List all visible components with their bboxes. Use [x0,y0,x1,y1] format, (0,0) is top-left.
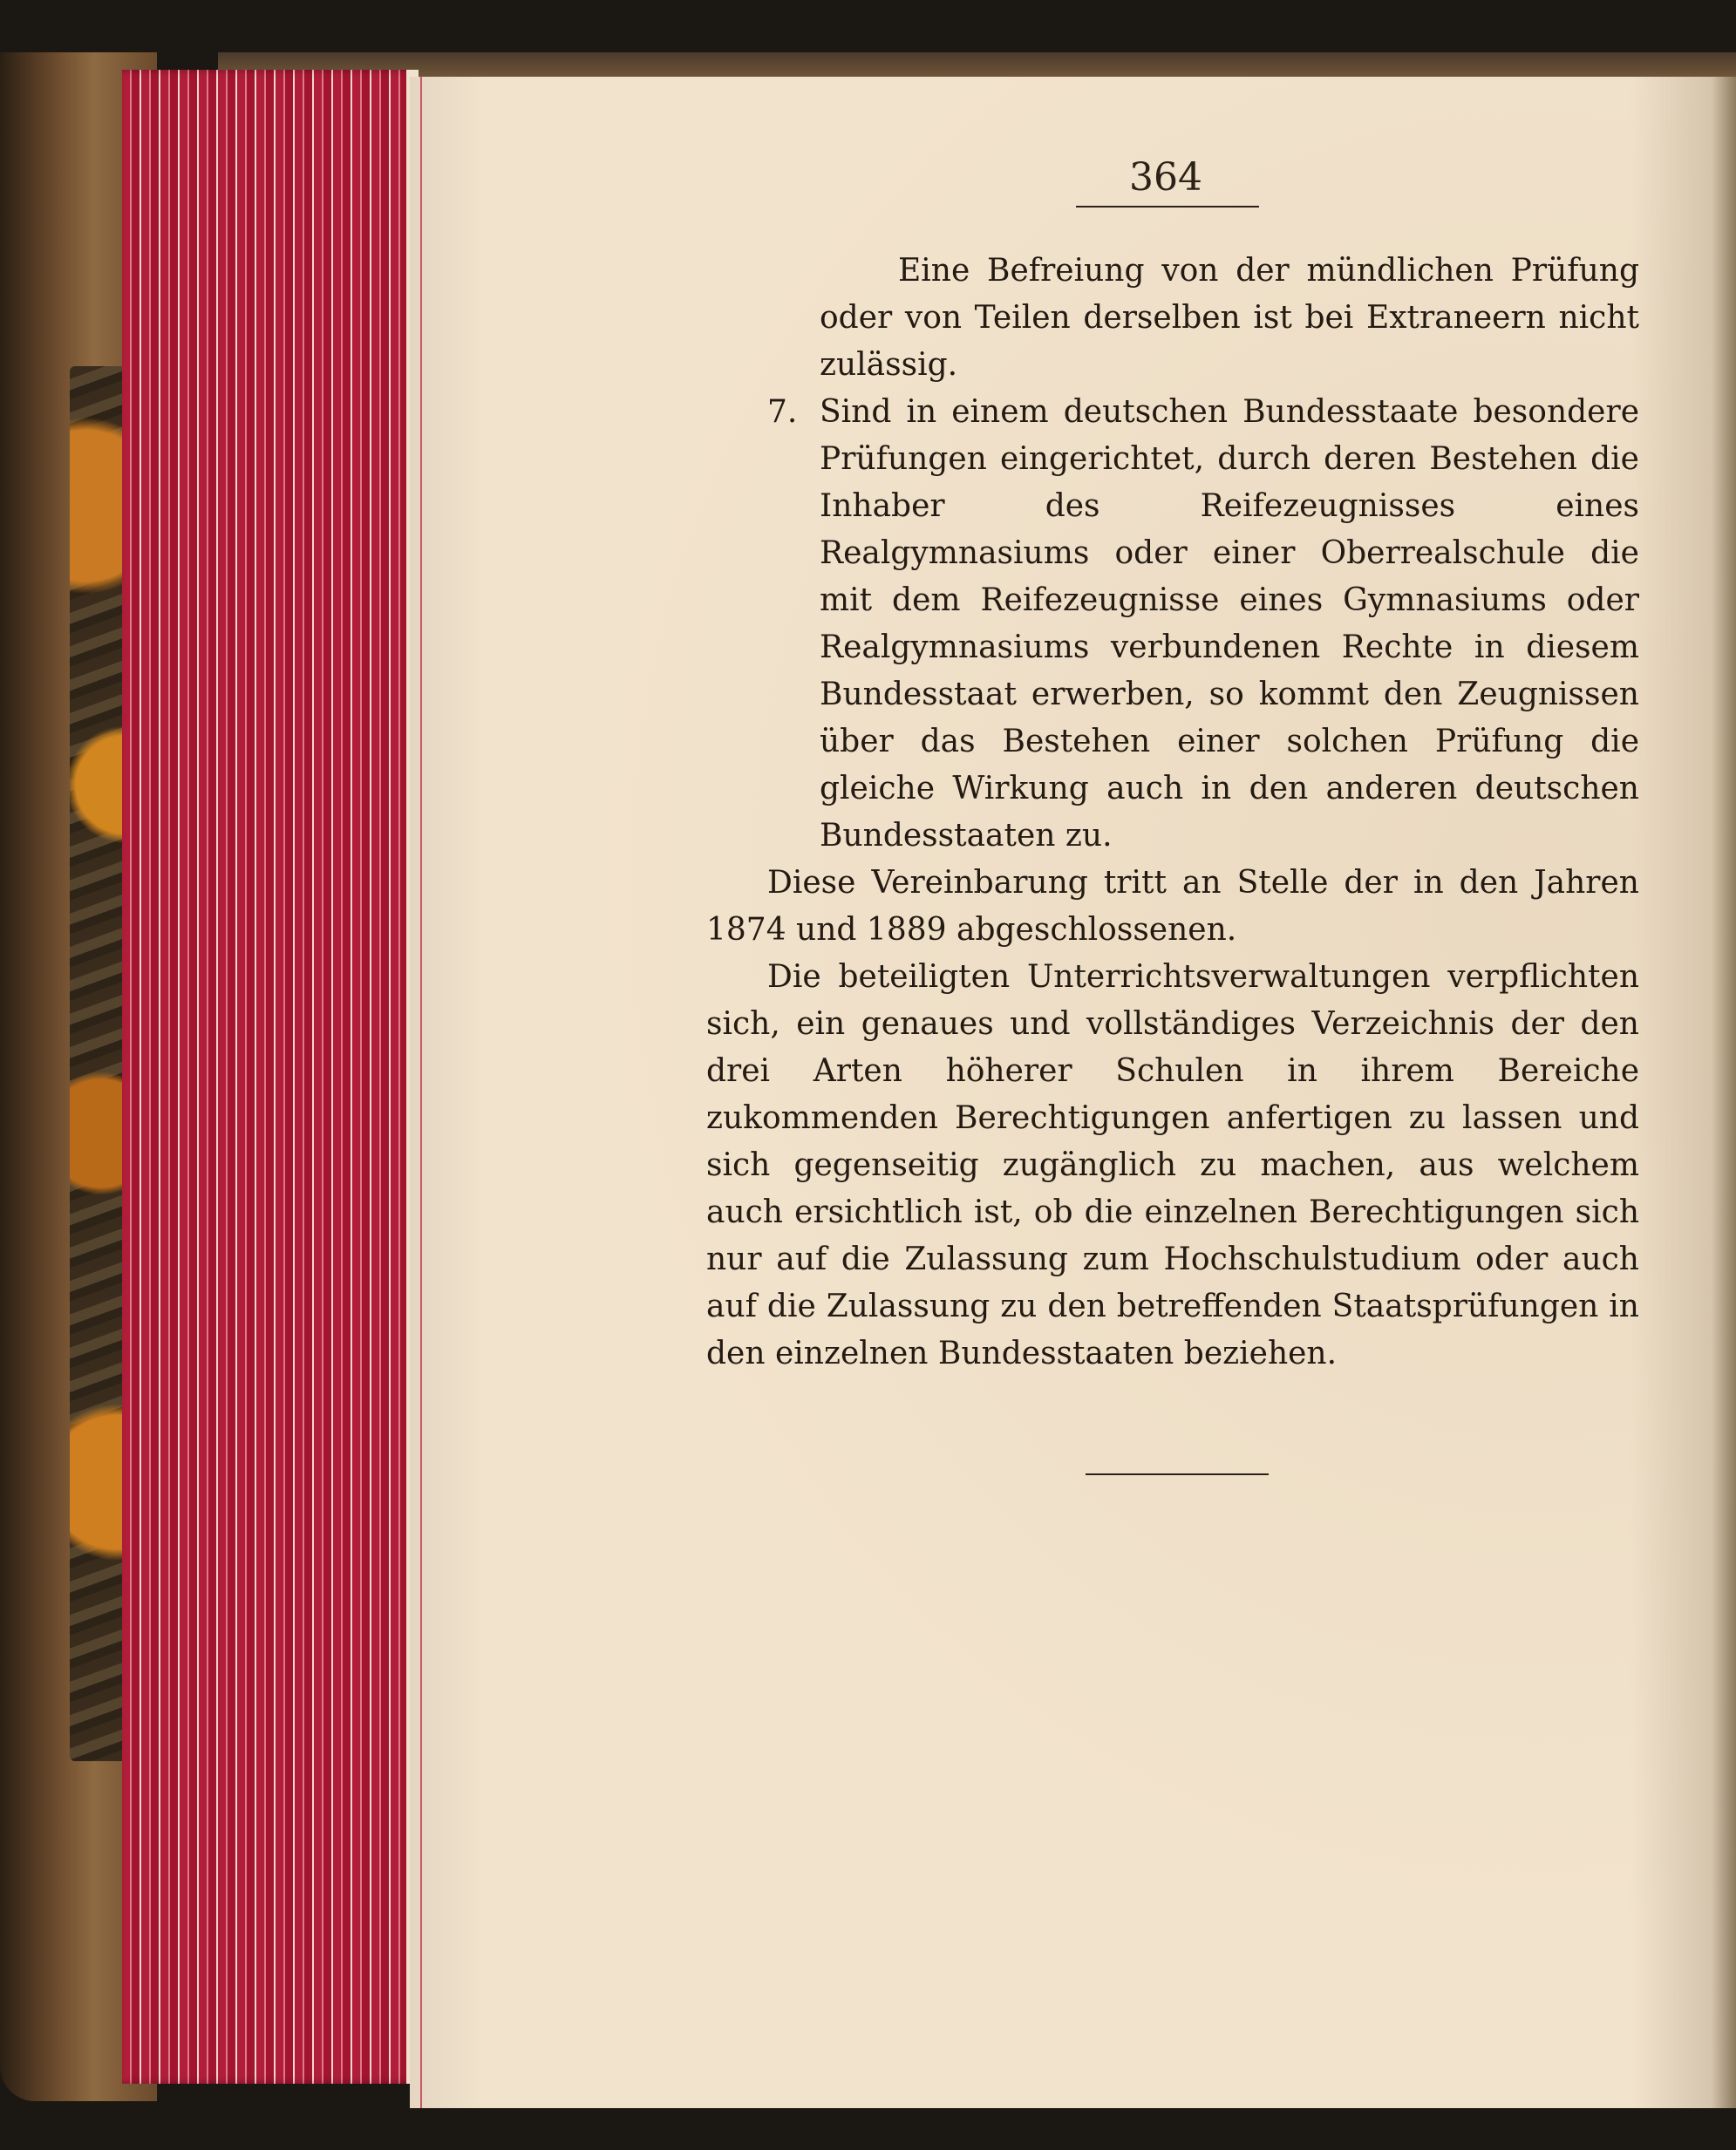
end-rule [1086,1473,1269,1475]
paragraph-obligations: Die beteiligten Unterrichtsverwaltungen verpflichten sich, ein genaues und vollständiges Verzeichnis der den drei Arten höherer Schulen in ihrem Bereiche zukommenden Berechtigungen anfertigen zu lassen und sich gegenseitig zugänglich zu machen, aus welchem auch ersichtlich ist, ob die einzelnen Berechtigungen sich nur auf die Zulassung zum Hochschulstudium oder auch auf die Zulassung zu den betreffenden Staatsprüfungen in den einzelnen Bundesstaaten beziehen. [706,959,1639,1371]
header-rule [1076,206,1259,208]
page-edges [122,70,419,2084]
paragraph-continuation: Eine Befreiung von der mündlichen Prüfung oder von Teilen derselben ist bei Extraneern nicht zulässig. [820,253,1639,383]
paragraph-agreement: Diese Vereinbarung tritt an Stelle der in den Jahren 1874 und 1889 abgeschlossenen. [706,865,1639,948]
page-number: 364 [1129,155,1202,200]
numbered-item-7 [706,389,1639,860]
page-margin-line [420,77,422,2108]
page-body [706,248,1639,1378]
page-gutter [1712,77,1736,2108]
item-number: 7. [767,394,798,430]
item-text: Sind in einem deutschen Bundesstaate besondere Prüfungen eingerichtet, durch deren Bestehen die Inhaber des Reifezeugnisses eines Realgymnasiums oder einer Oberrealschule die mit dem Reifezeugnisse eines Gymnasiums oder Realgymnasiums verbundenen Rechte in diesem Bundesstaat erwerben, so kommt den Zeugnissen über das Bestehen einer solchen Prüfung die gleiche Wirkung auch in den anderen deutschen Bundesstaaten zu. [820,394,1639,854]
